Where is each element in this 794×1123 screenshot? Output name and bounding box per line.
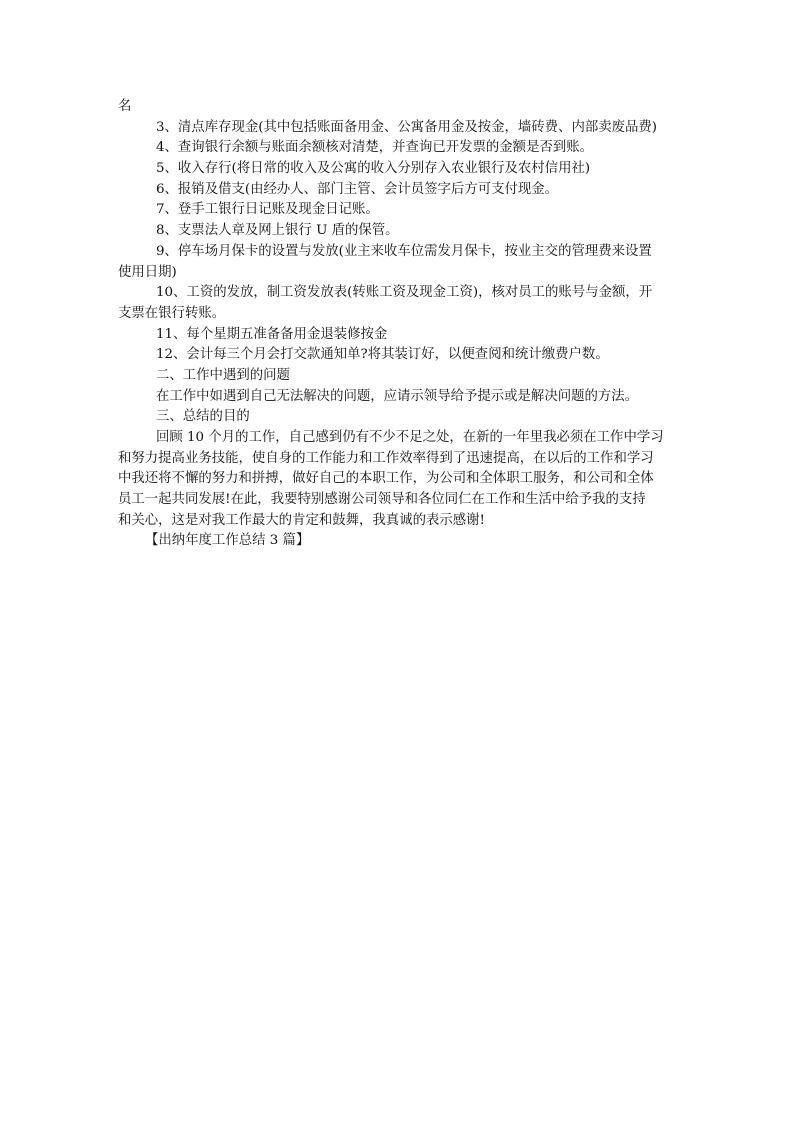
list-item: 11、每个星期五准备备用金退装修按金: [156, 326, 388, 342]
text-line: 支票在银行转账。: [118, 305, 226, 321]
paragraph-line: 和关心，这是对我工作最大的肯定和鼓舞，我真诚的表示感谢!: [118, 512, 485, 528]
list-item: 5、收入存行(将日常的收入及公寓的收入分别存入农业银行及农村信用社): [156, 161, 591, 177]
text-line: 名: [118, 99, 132, 114]
list-item: 9、停车场月保卡的设置与发放(业主来收车位需发月保卡，按业主交的管理费来设置: [156, 243, 652, 259]
list-item: 6、报销及借支(由经办人、部门主管、会计员签字后方可支付现金。: [156, 181, 559, 197]
document-body: [118, 97, 683, 552]
list-item: 3、清点库存现金(其中包括账面备用金、公寓备用金及按金，墙砖费、内部卖废品费): [156, 119, 658, 135]
list-item: 12、会计每三个月会打交款通知单?将其装订好，以便查阅和统计缴费户数。: [156, 347, 609, 363]
list-item: 10、工资的发放，制工资发放表(转账工资及现金工资)，核对员工的账号与金额，开: [156, 285, 653, 301]
text-line: 使用日期): [118, 264, 177, 280]
section-heading: 二、工作中遇到的问题: [156, 367, 290, 383]
paragraph-line: 中我还将不懈的努力和拼搏，做好自己的本职工作，为公司和全体职工服务，和公司和全体: [118, 471, 654, 487]
list-item: 7、登手工银行日记账及现金日记账。: [156, 202, 379, 218]
list-item: 8、支票法人章及网上银行 U 盾的保管。: [156, 223, 399, 239]
paragraph-line: 和努力提高业务技能，使自身的工作能力和工作效率得到了迅速提高，在以后的工作和学习: [118, 450, 654, 466]
paragraph-line: 回顾 10 个月的工作，自己感到仍有不少不足之处，在新的一年里我必须在工作中学习: [156, 430, 664, 445]
document-title-tag: 【出纳年度工作总结 3 篇】: [145, 533, 310, 549]
list-item: 4、查询银行余额与账面余额核对清楚，并查询已开发票的金额是否到账。: [156, 140, 594, 156]
paragraph-line: 员工一起共同发展!在此，我要特别感谢公司领导和各位同仁在工作和生活中给予我的支持: [118, 492, 646, 508]
paragraph-line: 在工作中如遇到自己无法解决的问题，应请示领导给予提示或是解决问题的方法。: [156, 388, 639, 404]
section-heading: 三、总结的目的: [156, 409, 250, 425]
